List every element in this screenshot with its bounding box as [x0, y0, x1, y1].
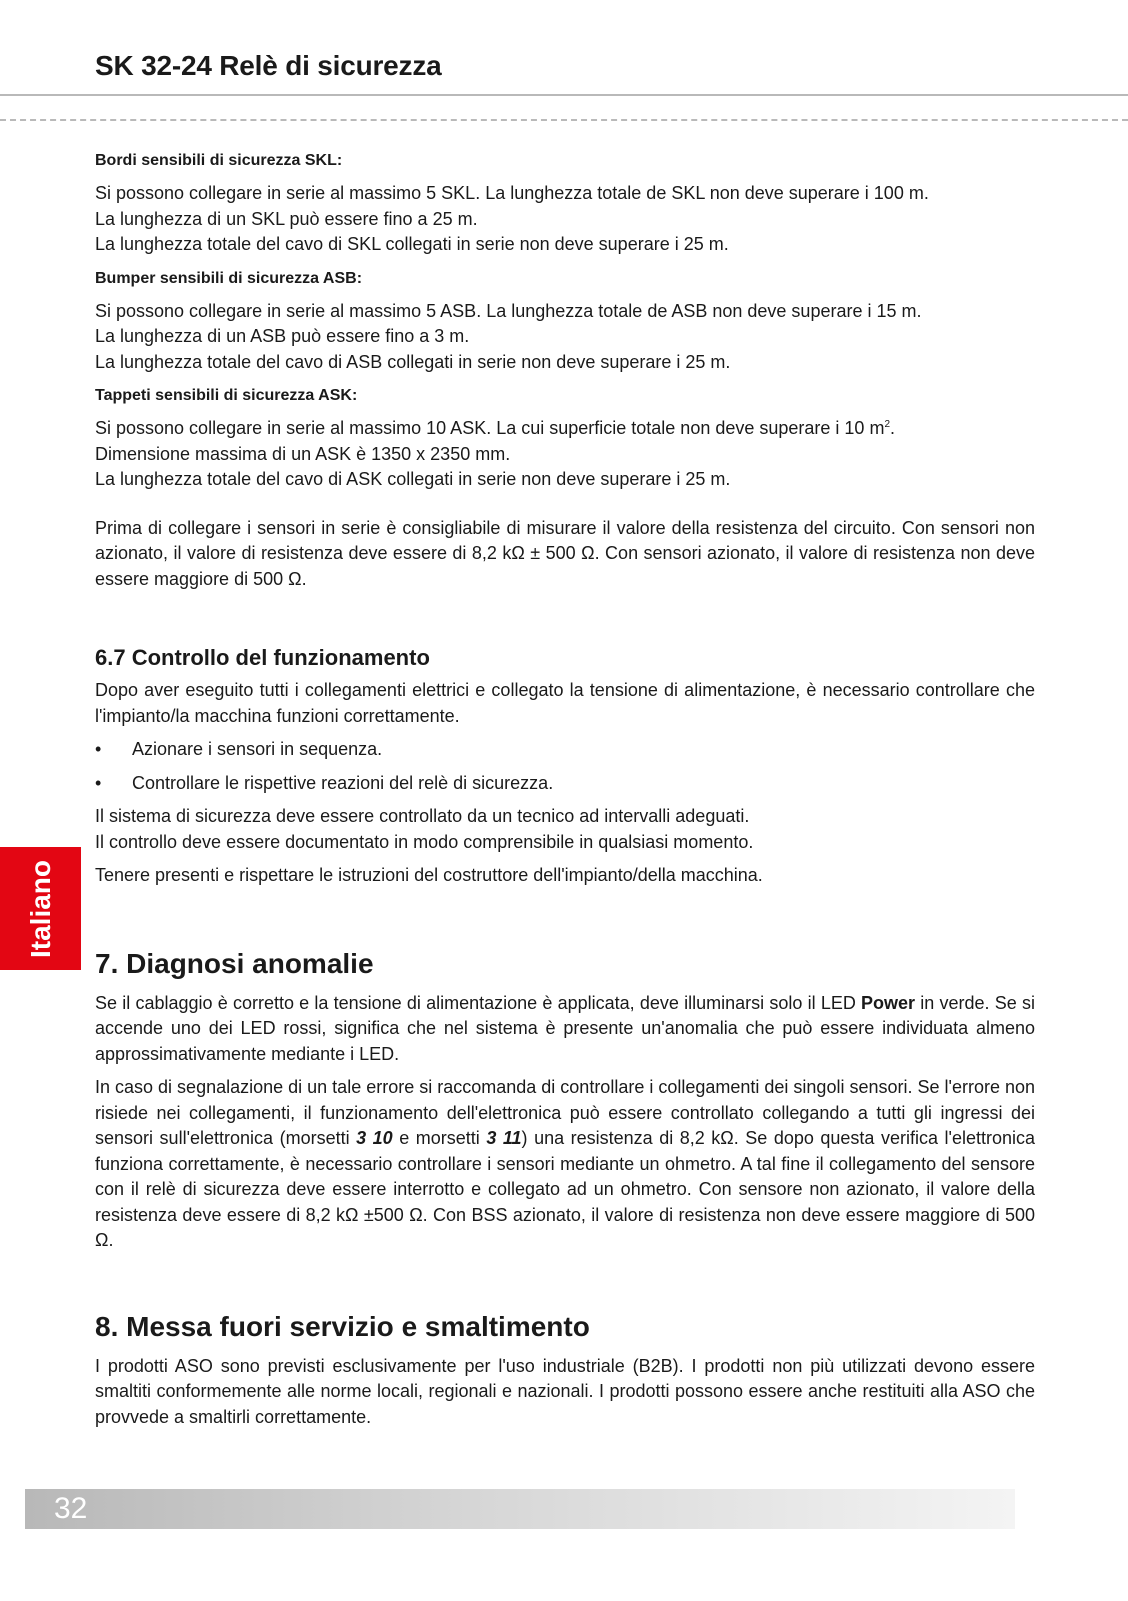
spacer: [95, 258, 1035, 268]
asb-line: Si possono collegare in serie al massimo 5 ASB. La lunghezza totale de ASB non deve superare i 15 m.: [95, 300, 922, 321]
section-7-heading: 7. Diagnosi anomalie: [95, 947, 374, 979]
page-content: [95, 150, 1035, 1430]
header-rule: [0, 94, 1128, 96]
asb-heading: Bumper sensibili di sicurezza ASB:: [95, 269, 363, 287]
asb-line: La lunghezza totale del cavo di ASB collegati in serie non deve superare i 25 m.: [95, 351, 731, 372]
list-item-text: Controllare le rispettive reazioni del relè di sicurezza.: [132, 772, 554, 793]
section-6-7-heading: 6.7 Controllo del funzionamento: [95, 645, 430, 670]
skl-line: La lunghezza totale del cavo di SKL collegati in serie non deve superare i 25 m.: [95, 234, 729, 254]
spacer: [95, 1254, 1035, 1310]
section-6-7-line: Il sistema di sicurezza deve essere controllato da un tecnico ad intervalli adeguati.: [95, 806, 750, 826]
measure-note: Prima di collegare i sensori in serie è consigliabile di misurare il valore della resistenza del circuito. Con sensori non azionato, il valore di resistenza deve essere di 8,2 kΩ ± 500 Ω. Con sensori azionato, il valore di resistenza non deve essere maggiore di 500 Ω.: [95, 517, 1035, 589]
asb-line: La lunghezza di un ASB può essere fino a 3 m.: [95, 326, 470, 346]
text-run: ) una resistenza di 8,2 kΩ. Se dopo questa verifica l'elettronica funziona correttamente, è necessario controllare i sensori mediante un ohmetro. A tal fine il collegamento del sensore con il relè di sicurezza deve essere interrotto e collegato ad un ohmetro. Con sensore non azionato, il valore della resistenza deve essere di 8,2 kΩ ±500 Ω. Con BSS azionato, il valore di resistenza non deve essere maggiore di 500 Ω.: [95, 1128, 1035, 1250]
bullet-symbol: •: [95, 739, 102, 759]
terminal-label: 3 11: [486, 1128, 522, 1148]
skl-heading: Bordi sensibili di sicurezza SKL:: [95, 152, 343, 169]
section-8-paragraph: I prodotti ASO sono previsti esclusivamente per l'uso industriale (B2B). I prodotti non più utilizzati devono essere smaltiti conformemente alle norme locali, regionali e nazionali. I prodotti possono essere anche restituiti alla ASO che provvede a smaltirli correttamente.: [95, 1355, 1035, 1427]
text-run: In caso di segnalazione di un tale errore si raccomanda di controllare i collegamenti dei singoli sensori. Se l'errore non risiede nei collegamenti, il funzionamento dell'elettronica può essere controllato collegando a tutti gli ingressi dei sensori sull'elettronica (morsetti: [95, 1077, 1035, 1148]
section-8-heading: 8. Messa fuori servizio e smaltimento: [95, 1310, 590, 1342]
section-6-7-intro: Dopo aver eseguito tutti i collegamenti elettrici e collegato la tensione di alimentazione, è necessario controllare che l'impianto/la macchina funzioni correttamente.: [95, 680, 1035, 726]
section-6-7-closing: Tenere presenti e rispettare le istruzioni del costruttore dell'impianto/della macchina.: [95, 865, 763, 885]
bullet-list: [95, 737, 1035, 796]
list-item: [95, 771, 1035, 797]
spacer: [95, 889, 1035, 947]
footer-bar: [25, 1489, 1015, 1529]
ask-line: La lunghezza totale del cavo di ASK collegati in serie non deve superare i 25 m.: [95, 469, 731, 489]
spacer: [95, 375, 1035, 385]
power-label: Power: [861, 992, 916, 1013]
spacer: [95, 592, 1035, 644]
skl-line: Si possono collegare in serie al massimo 5 SKL. La lunghezza totale de SKL non deve superare i 100 m.: [95, 183, 929, 203]
text-run: Se il cablaggio è corretto e la tensione di alimentazione è applicata, deve illuminarsi solo il LED: [95, 992, 862, 1013]
ask-heading: Tappeti sensibili di sicurezza ASK:: [95, 387, 358, 404]
terminal-label: 3 10: [356, 1128, 393, 1148]
page-number: 32: [54, 1492, 88, 1525]
list-item: [95, 737, 1035, 763]
section-7-paragraph: [95, 1075, 1035, 1254]
text-run: in verde. Se si accende uno dei LED rossi, significa che nel sistema è presente un'anomalia che può essere individuata almeno approssimativamente mediante i LED.: [95, 992, 1035, 1064]
skl-line: La lunghezza di un SKL può essere fino a 25 m.: [95, 208, 478, 229]
ask-line-period: .: [890, 418, 896, 438]
ask-line: Dimensione massima di un ASK è 1350 x 2350 mm.: [95, 443, 511, 464]
ask-line-superscript: 2: [884, 419, 890, 430]
ask-line: [95, 416, 1035, 442]
language-side-tab: [0, 847, 81, 970]
page-header-title: SK 32-24 Relè di sicurezza: [95, 50, 442, 81]
spacer: [95, 493, 1035, 516]
section-7-paragraph: [95, 991, 1035, 1068]
text-run: e morsetti: [392, 1128, 487, 1148]
language-label: Italiano: [24, 859, 56, 958]
header-dashed-rule: [0, 119, 1128, 121]
ask-line-text: Si possono collegare in serie al massimo 10 ASK. La cui superficie totale non deve superare i 10 m: [95, 418, 885, 438]
list-item-text: Azionare i sensori in sequenza.: [132, 739, 383, 759]
bullet-symbol: •: [95, 772, 102, 793]
section-6-7-line: Il controllo deve essere documentato in modo comprensibile in qualsiasi momento.: [95, 831, 754, 852]
